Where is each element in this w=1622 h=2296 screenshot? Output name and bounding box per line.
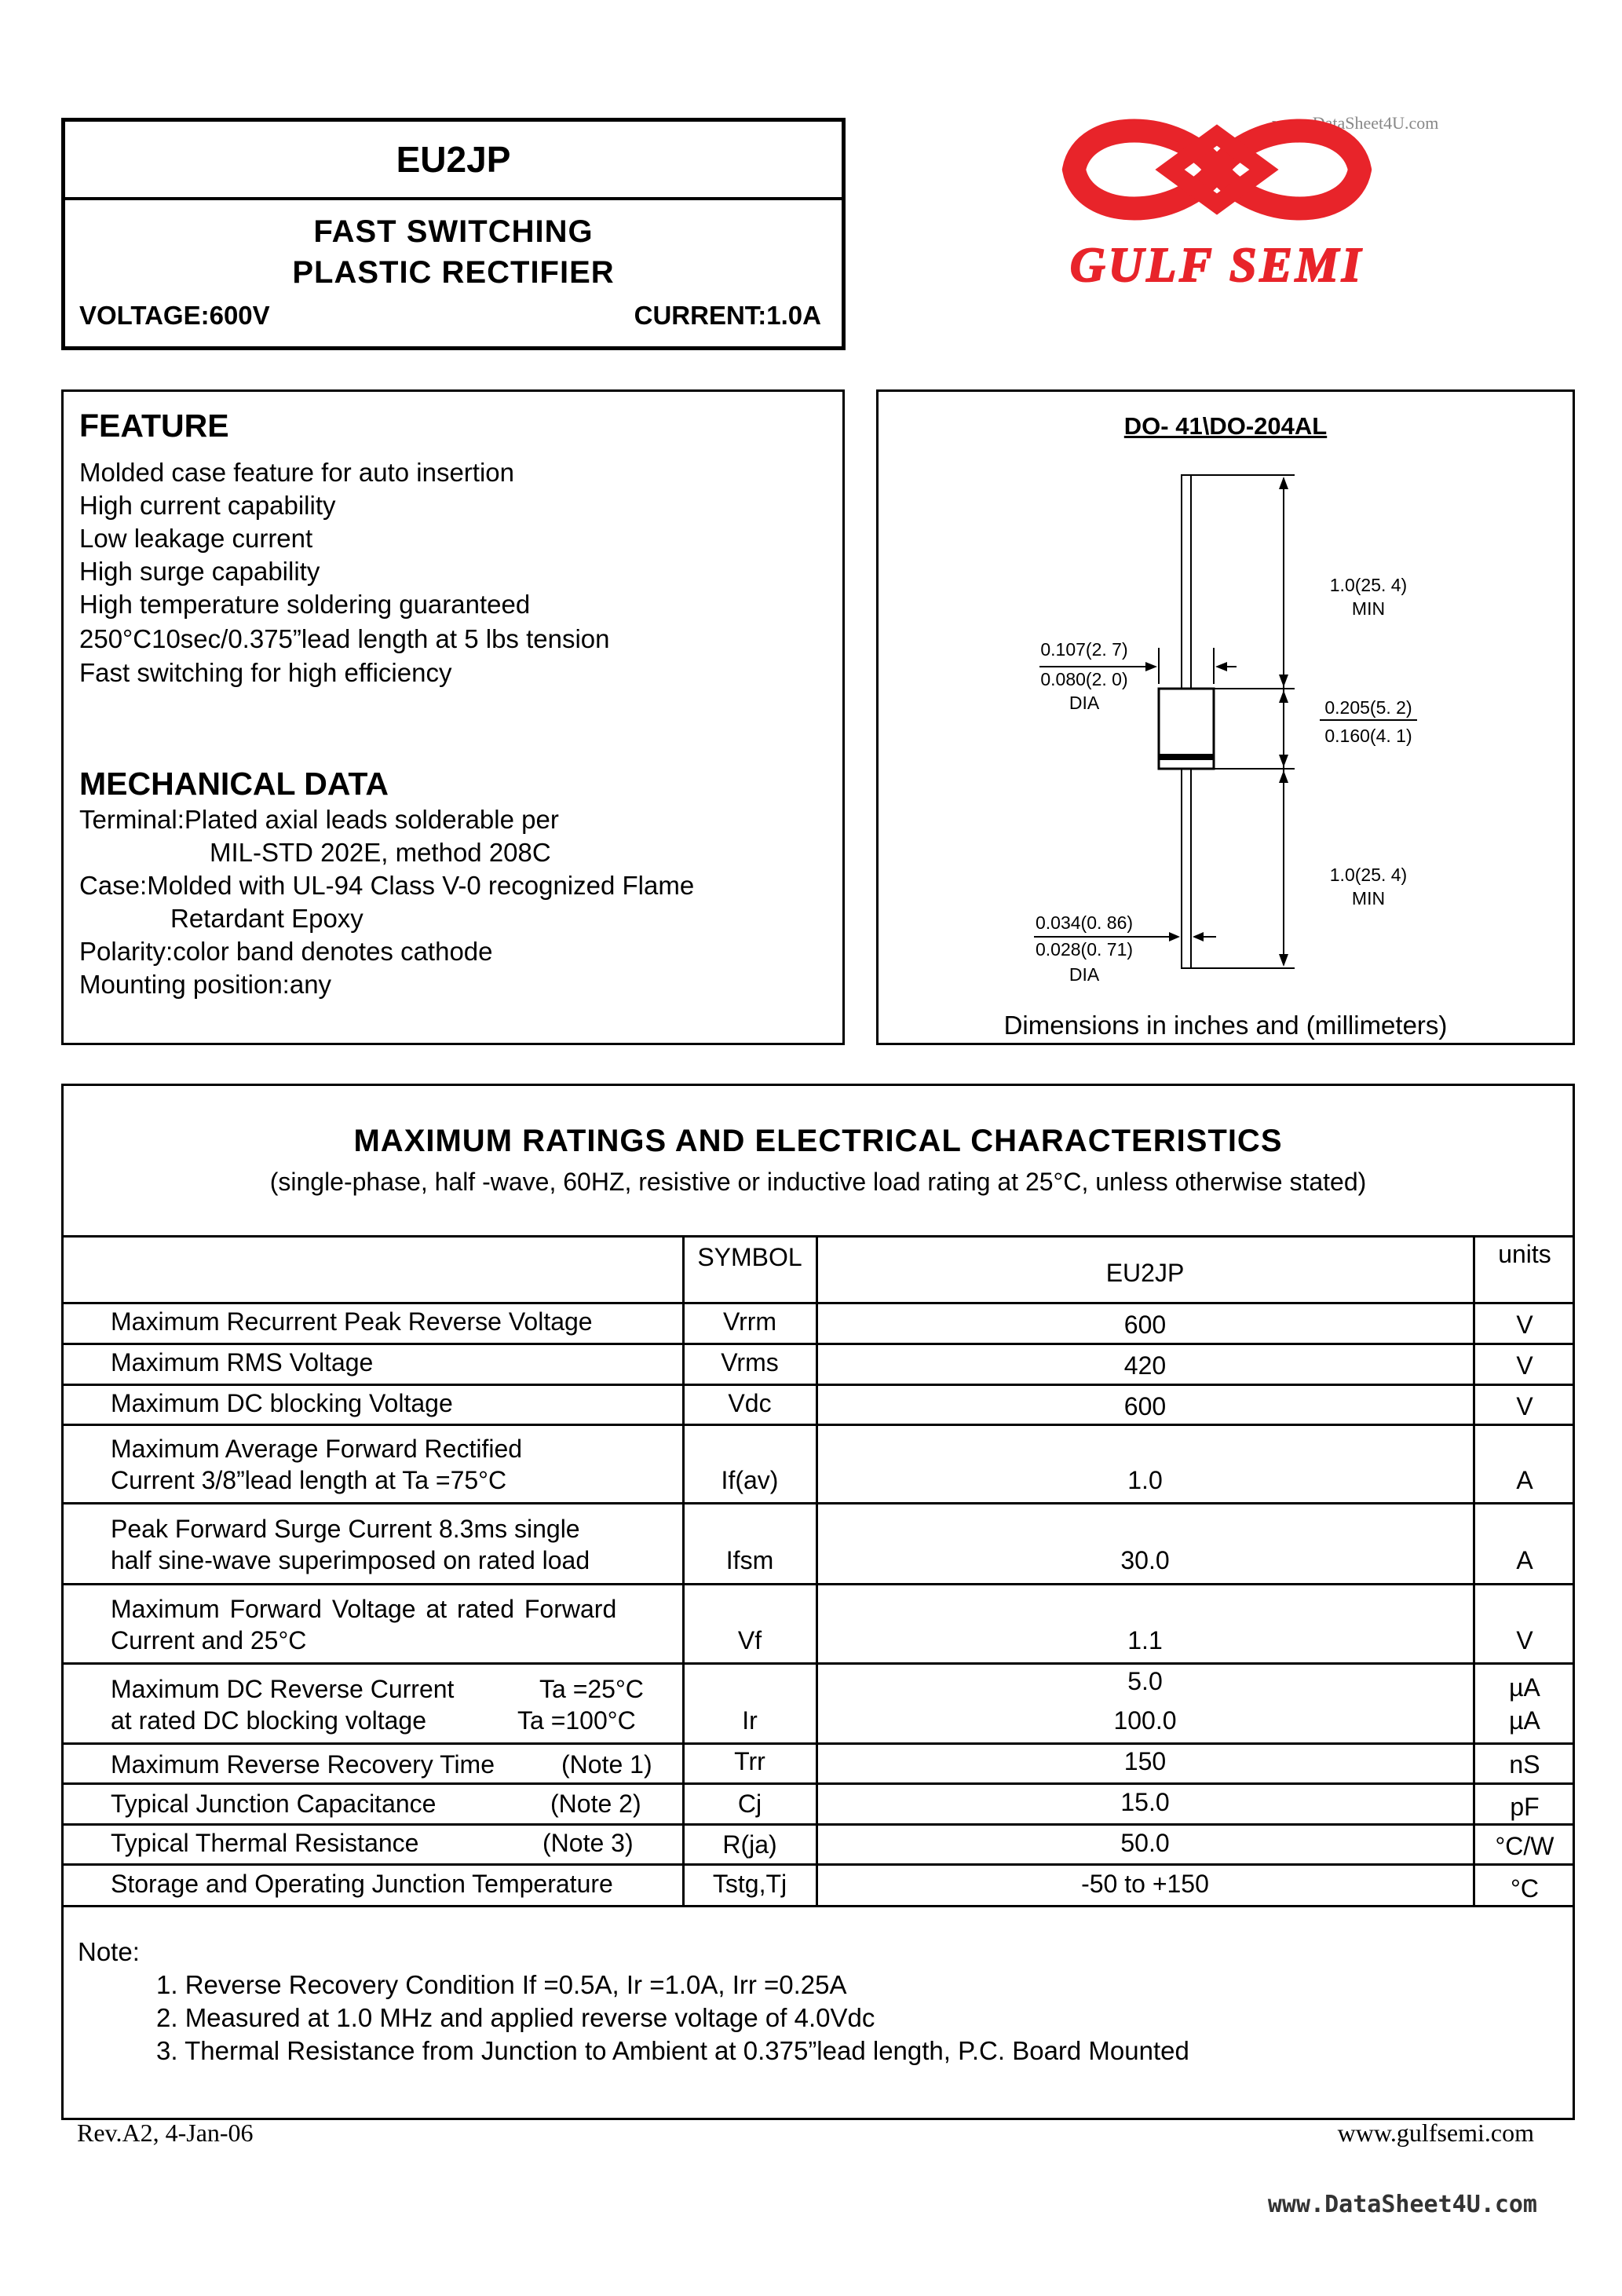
brand-name: GULF SEMI <box>1069 239 1364 291</box>
value: 50.0 <box>1120 1829 1170 1857</box>
diode-outline-diagram <box>879 392 1573 1004</box>
param-name: Typical Junction Capacitance <box>111 1790 437 1818</box>
ratings-box <box>61 1084 1575 2120</box>
value: 15.0 <box>1120 1788 1170 1816</box>
feature-box <box>61 389 845 1045</box>
param-name-line-2: Current and 25°C <box>111 1626 307 1654</box>
col-units-header: units <box>1498 1240 1551 1268</box>
unit: °C <box>1511 1874 1539 1903</box>
symbol: Vrms <box>721 1348 779 1377</box>
lead-bottom-min: MIN <box>1351 888 1386 909</box>
value: 600 <box>1123 1311 1167 1339</box>
condition: (Note 1) <box>561 1750 652 1779</box>
value-2: 100.0 <box>1113 1706 1177 1735</box>
feature-heading: FEATURE <box>79 408 229 444</box>
lead-dia-max: 0.034(0. 86) <box>1035 912 1134 933</box>
package-box <box>876 389 1575 1045</box>
body-dia-label: DIA <box>1069 693 1100 713</box>
symbol: Vf <box>737 1626 762 1654</box>
unit: nS <box>1509 1750 1540 1779</box>
param-name: Maximum DC Reverse Current <box>111 1675 455 1703</box>
symbol: R(ja) <box>722 1830 777 1859</box>
condition: (Note 3) <box>542 1829 634 1857</box>
part-header-box <box>61 118 846 350</box>
symbol: Trr <box>734 1747 765 1775</box>
body-length-min: 0.160(4. 1) <box>1324 726 1412 746</box>
unit: A <box>1516 1466 1533 1494</box>
param-name: Maximum Average Forward Rectified <box>111 1435 523 1463</box>
col-part-header: EU2JP <box>1105 1259 1185 1287</box>
feature-item: High current capability <box>79 491 336 520</box>
value: -50 to +150 <box>1081 1870 1209 1898</box>
mechanical-line: Mounting position:any <box>79 970 332 999</box>
lead-bottom-length: 1.0(25. 4) <box>1329 865 1408 885</box>
feature-item: Molded case feature for auto insertion <box>79 458 514 487</box>
unit: µA <box>1509 1673 1540 1702</box>
symbol: Vrrm <box>722 1307 777 1336</box>
unit: V <box>1516 1626 1533 1654</box>
lead-dia-min: 0.028(0. 71) <box>1035 939 1134 960</box>
unit: V <box>1516 1311 1533 1339</box>
dimensions-note: Dimensions in inches and (millimeters) <box>1003 1011 1448 1040</box>
unit: A <box>1516 1546 1533 1574</box>
bottom-lead <box>1182 769 1191 968</box>
feature-item: High surge capability <box>79 557 320 586</box>
feature-item: Low leakage current <box>79 524 313 553</box>
note-item: 1. Reverse Recovery Condition If =0.5A, Ir =1.0A, Irr =0.25A <box>156 1970 847 1999</box>
param-name: Typical Thermal Resistance <box>111 1829 419 1857</box>
gulf-semi-logo-icon <box>1052 118 1382 291</box>
watermark-top: www.DataSheet4U.com <box>1272 113 1439 133</box>
top-lead <box>1182 475 1191 689</box>
param-name-line-2: half sine-wave superimposed on rated load <box>111 1546 590 1574</box>
revision-label: Rev.A2, 4-Jan-06 <box>77 2119 254 2147</box>
symbol: Ir <box>742 1706 758 1735</box>
value: 150 <box>1123 1747 1167 1775</box>
condition-2: Ta =100°C <box>517 1706 636 1735</box>
param-name: Storage and Operating Junction Temperature <box>111 1870 613 1898</box>
unit: V <box>1516 1351 1533 1380</box>
symbol: If(av) <box>721 1466 779 1494</box>
ratings-subtitle: (single-phase, half -wave, 60HZ, resistive or inductive load rating at 25°C, unless otherwise stated) <box>269 1168 1367 1196</box>
value: 1.1 <box>1127 1626 1163 1654</box>
unit: °C/W <box>1495 1832 1554 1860</box>
mechanical-line: MIL-STD 202E, method 208C <box>210 838 551 867</box>
part-number: EU2JP <box>65 122 842 200</box>
mechanical-line: Retardant Epoxy <box>170 904 363 933</box>
lead-dia-label: DIA <box>1069 964 1100 985</box>
note-item: 3. Thermal Resistance from Junction to Ambient at 0.375”lead length, P.C. Board Mounted <box>156 2036 1189 2065</box>
package-title: DO- 41\DO-204AL <box>1123 412 1328 440</box>
value: 600 <box>1123 1392 1167 1420</box>
current-spec: CURRENT:1.0A <box>634 301 821 330</box>
condition: (Note 2) <box>550 1790 641 1818</box>
note-item: 2. Measured at 1.0 MHz and applied reverse voltage of 4.0Vdc <box>156 2003 875 2032</box>
value: 5.0 <box>1127 1667 1163 1695</box>
mechanical-heading: MECHANICAL DATA <box>79 766 389 802</box>
ratings-title: MAXIMUM RATINGS AND ELECTRICAL CHARACTERISTICS <box>353 1124 1283 1158</box>
feature-item: High temperature soldering guaranteed <box>79 590 531 619</box>
param-name: Maximum Reverse Recovery Time <box>111 1750 495 1779</box>
watermark-bottom: www.DataSheet4U.com <box>1267 2191 1537 2218</box>
value: 30.0 <box>1120 1546 1170 1574</box>
website-link[interactable]: www.gulfsemi.com <box>1337 2119 1534 2147</box>
condition: Ta =25°C <box>539 1675 644 1703</box>
cathode-band <box>1159 754 1214 760</box>
param-name: Maximum Forward Voltage at rated Forward <box>111 1595 617 1623</box>
value: 420 <box>1123 1351 1167 1380</box>
param-name-line-2: at rated DC blocking voltage <box>111 1706 426 1735</box>
body-dia-max: 0.107(2. 7) <box>1040 639 1128 660</box>
param-name: Maximum DC blocking Voltage <box>111 1389 453 1417</box>
notes-heading: Note: <box>78 1937 140 1966</box>
description-line-1: FAST SWITCHING <box>313 214 594 249</box>
symbol: Cj <box>737 1790 762 1818</box>
feature-item: Fast switching for high efficiency <box>79 658 452 687</box>
unit: pF <box>1510 1793 1540 1821</box>
description-line-2: PLASTIC RECTIFIER <box>292 255 615 290</box>
param-name: Peak Forward Surge Current 8.3ms single <box>111 1515 580 1543</box>
symbol: Tstg,Tj <box>712 1870 787 1898</box>
unit-2: µA <box>1509 1706 1540 1735</box>
unit: V <box>1516 1392 1533 1420</box>
col-symbol-header: SYMBOL <box>697 1243 802 1271</box>
mechanical-line: Polarity:color band denotes cathode <box>79 937 493 966</box>
value: 1.0 <box>1127 1466 1163 1494</box>
mechanical-line: Terminal:Plated axial leads solderable per <box>79 805 559 834</box>
lead-top-min: MIN <box>1351 598 1386 619</box>
body-dia-min: 0.080(2. 0) <box>1040 669 1128 689</box>
param-name: Maximum RMS Voltage <box>111 1348 374 1377</box>
voltage-spec: VOLTAGE:600V <box>79 301 270 330</box>
param-name: Maximum Recurrent Peak Reverse Voltage <box>111 1307 593 1336</box>
body-length-max: 0.205(5. 2) <box>1324 697 1412 718</box>
lead-top-length: 1.0(25. 4) <box>1329 575 1408 595</box>
symbol: Vdc <box>728 1389 772 1417</box>
param-name-line-2: Current 3/8”lead length at Ta =75°C <box>111 1466 507 1494</box>
feature-item: 250°C10sec/0.375”lead length at 5 lbs tension <box>79 624 610 653</box>
symbol: Ifsm <box>725 1546 774 1574</box>
mechanical-line: Case:Molded with UL-94 Class V-0 recognized Flame <box>79 871 695 900</box>
